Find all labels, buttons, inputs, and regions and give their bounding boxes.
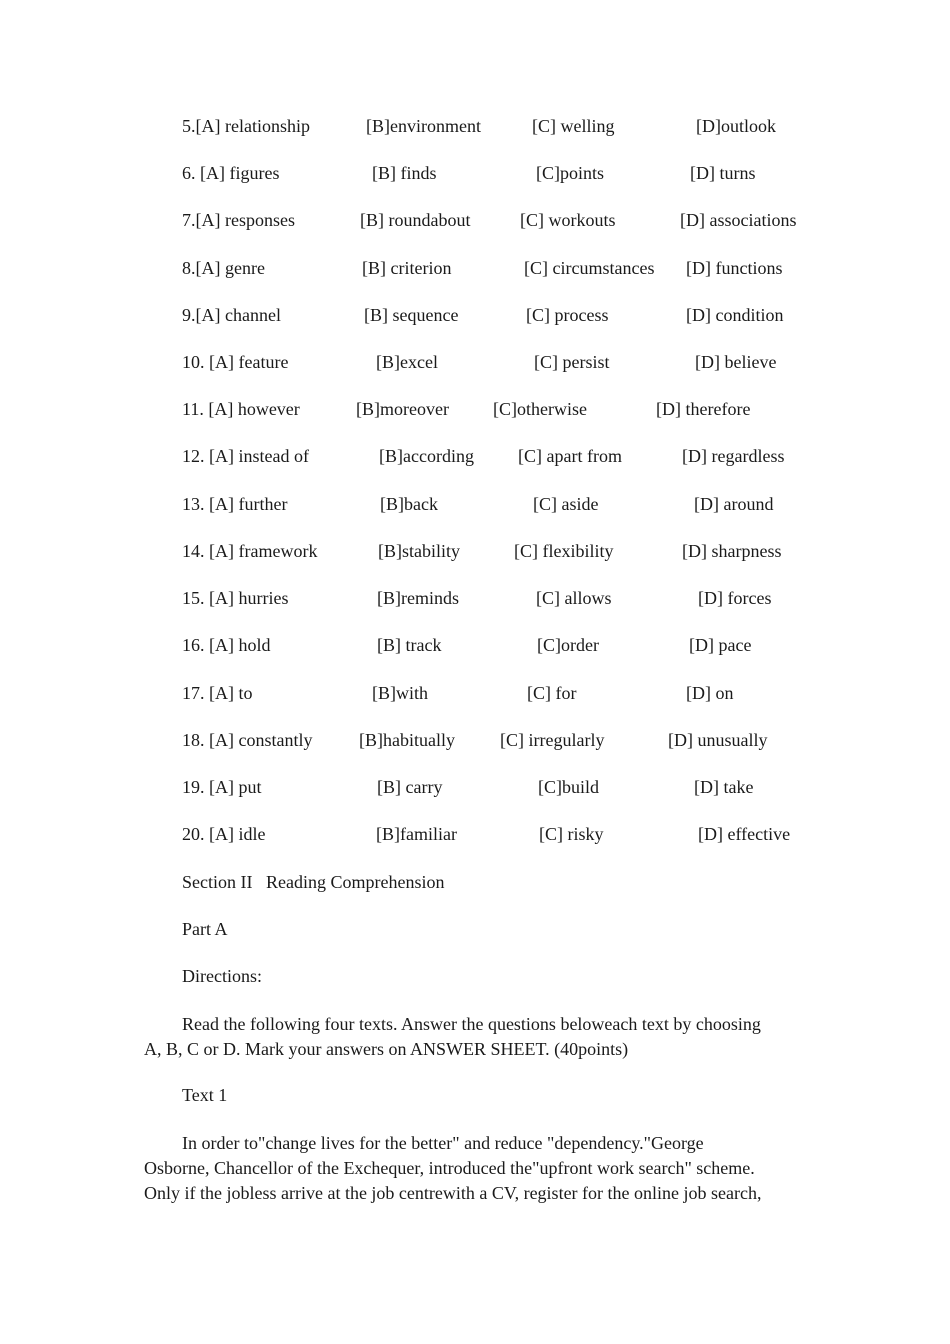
option-d: [D] on: [686, 683, 734, 703]
option-a: 6. [A] figures: [182, 163, 280, 183]
option-c: [C] welling: [532, 116, 615, 136]
option-d: [D] condition: [686, 305, 784, 325]
text-1-line-3: Only if the jobless arrive at the job centrewith a CV, register for the online job search,: [144, 1183, 762, 1203]
option-a: 11. [A] however: [182, 399, 300, 419]
option-a: 9.[A] channel: [182, 305, 281, 325]
option-a: 12. [A] instead of: [182, 446, 309, 466]
option-d: [D] sharpness: [682, 541, 782, 561]
option-a: 13. [A] further: [182, 494, 288, 514]
option-b: [B]according: [379, 446, 474, 466]
option-a: 17. [A] to: [182, 683, 253, 703]
option-c: [C]order: [537, 635, 599, 655]
option-b: [B]stability: [378, 541, 460, 561]
option-a: 16. [A] hold: [182, 635, 271, 655]
option-d: [D] regardless: [682, 446, 785, 466]
option-d: [D] therefore: [656, 399, 751, 419]
option-b: [B]reminds: [377, 588, 459, 608]
text-1-paragraph: [144, 1131, 816, 1206]
option-d: [D] associations: [680, 210, 797, 230]
option-d: [D] pace: [689, 635, 752, 655]
option-d: [D] take: [694, 777, 754, 797]
option-c: [C] flexibility: [514, 541, 614, 561]
directions-line-1: Read the following four texts. Answer the questions beloweach text by choosing: [182, 1014, 761, 1034]
option-d: [D] turns: [690, 163, 756, 183]
option-d: [D] effective: [698, 824, 791, 844]
option-c: [C] workouts: [520, 210, 616, 230]
option-d: [D] unusually: [668, 730, 768, 750]
option-b: [B] sequence: [364, 305, 459, 325]
option-d: [D] believe: [695, 352, 777, 372]
option-c: [C] process: [526, 305, 609, 325]
option-b: [B]with: [372, 683, 428, 703]
option-c: [C] for: [527, 683, 577, 703]
option-c: [C]otherwise: [493, 399, 587, 419]
option-c: [C] allows: [536, 588, 612, 608]
option-a: 7.[A] responses: [182, 210, 295, 230]
option-c: [C] aside: [533, 494, 599, 514]
option-b: [B]habitually: [359, 730, 455, 750]
option-d: [D] functions: [686, 258, 783, 278]
option-a: 14. [A] framework: [182, 541, 318, 561]
text-1-line-1: In order to"change lives for the better" and reduce "dependency."George: [182, 1133, 704, 1153]
text-1-line-2: Osborne, Chancellor of the Exchequer, introduced the"upfront work search" scheme.: [144, 1158, 755, 1178]
option-b: [B] finds: [372, 163, 437, 183]
option-c: [C] irregularly: [500, 730, 605, 750]
directions-paragraph: [144, 1012, 816, 1062]
option-d: [D]outlook: [696, 116, 776, 136]
option-d: [D] around: [694, 494, 774, 514]
option-d: [D] forces: [698, 588, 772, 608]
option-a: 10. [A] feature: [182, 352, 289, 372]
option-b: [B] roundabout: [360, 210, 471, 230]
option-c: [C] risky: [539, 824, 604, 844]
section-title: Section II Reading Comprehension: [182, 872, 445, 892]
option-b: [B]back: [380, 494, 438, 514]
option-a: 15. [A] hurries: [182, 588, 289, 608]
option-b: [B]familiar: [376, 824, 457, 844]
option-c: [C]build: [538, 777, 599, 797]
option-a: 18. [A] constantly: [182, 730, 313, 750]
option-b: [B]moreover: [356, 399, 449, 419]
directions-line-2: A, B, C or D. Mark your answers on ANSWER SHEET. (40points): [144, 1039, 629, 1059]
option-a: 5.[A] relationship: [182, 116, 310, 136]
directions-label: Directions:: [182, 966, 262, 986]
option-b: [B] track: [377, 635, 442, 655]
option-b: [B]environment: [366, 116, 481, 136]
text-1-label: Text 1: [182, 1085, 228, 1105]
option-c: [C] apart from: [518, 446, 622, 466]
option-c: [C]points: [536, 163, 605, 183]
option-b: [B] criterion: [362, 258, 452, 278]
option-a: 20. [A] idle: [182, 824, 266, 844]
option-b: [B] carry: [377, 777, 443, 797]
part-label: Part A: [182, 919, 228, 939]
option-c: [C] persist: [534, 352, 610, 372]
option-a: 8.[A] genre: [182, 258, 265, 278]
option-b: [B]excel: [376, 352, 438, 372]
option-c: [C] circumstances: [524, 258, 655, 278]
option-a: 19. [A] put: [182, 777, 262, 797]
